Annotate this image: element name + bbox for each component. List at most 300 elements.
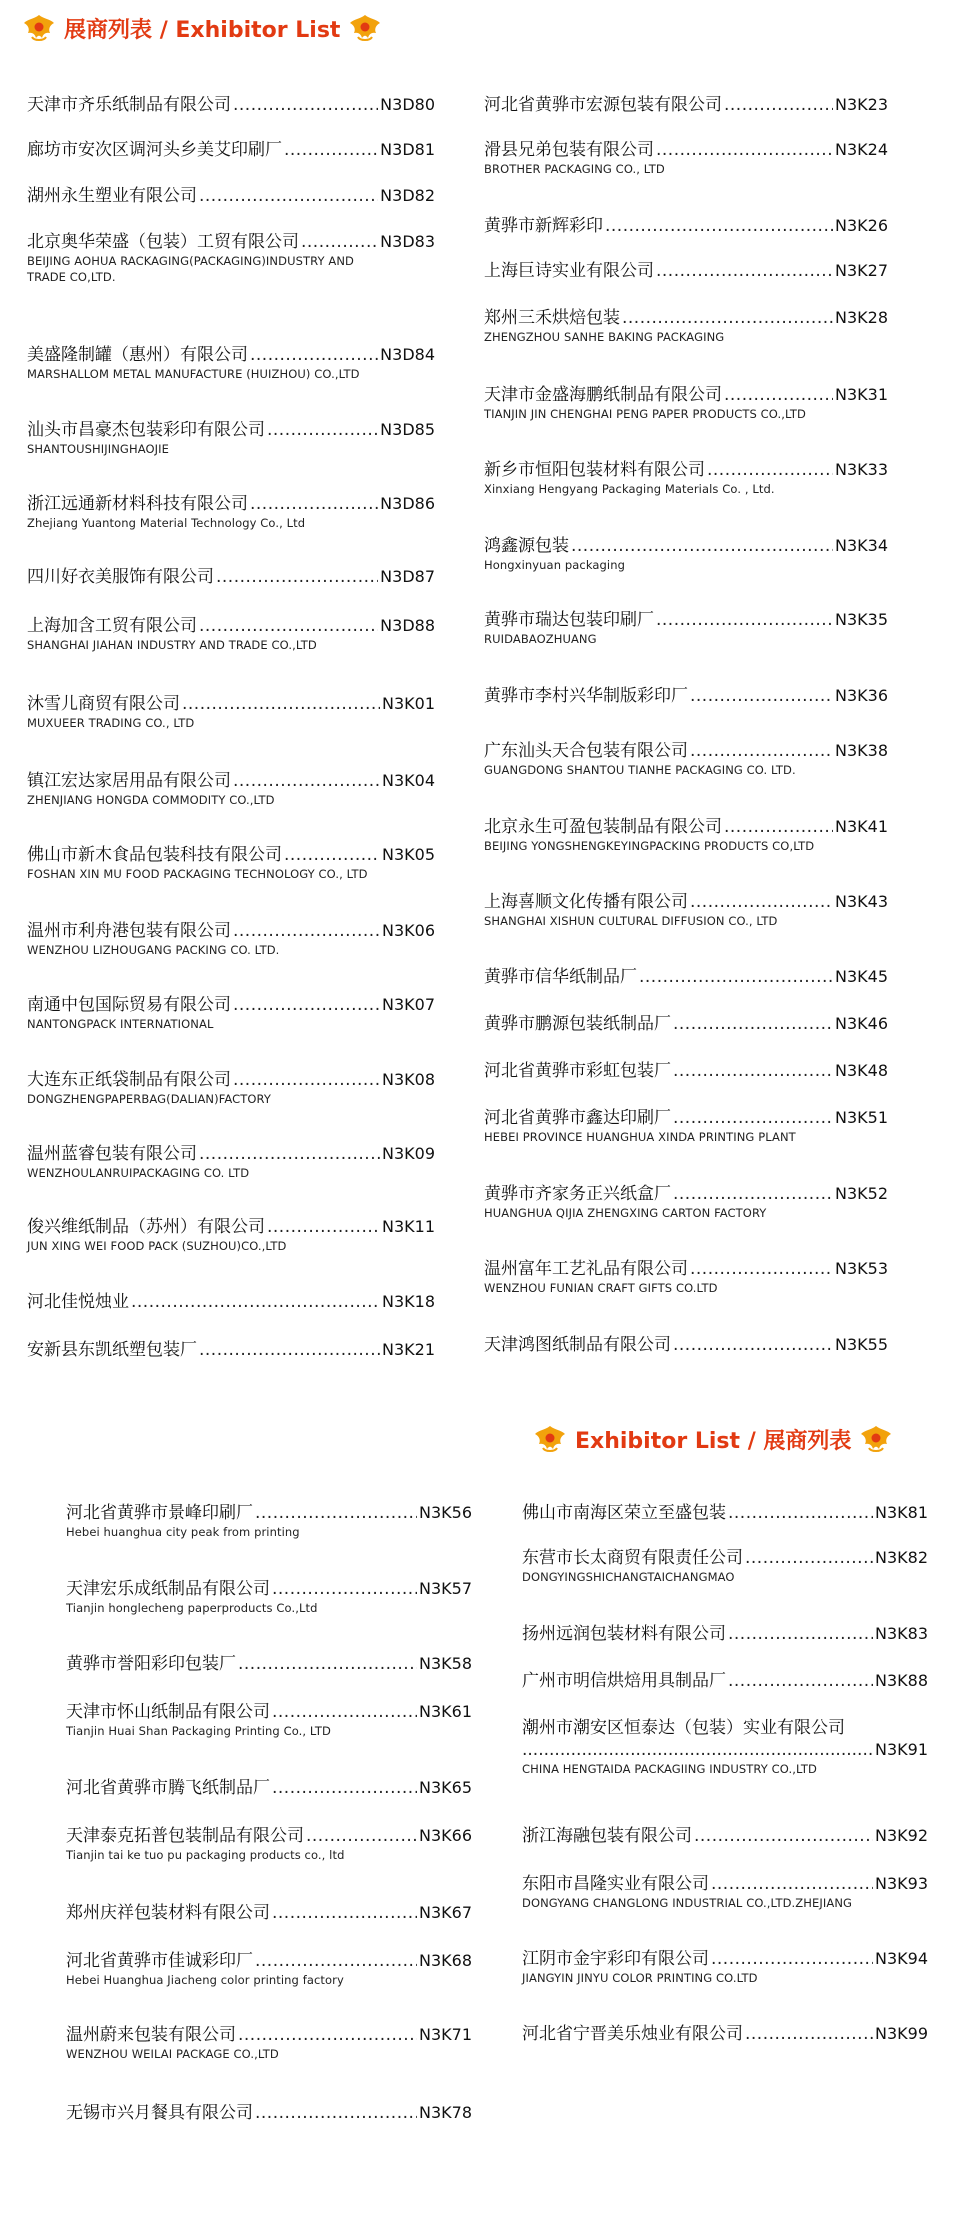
exhibitor-line [484, 139, 888, 161]
exhibitor-entry [484, 740, 888, 778]
exhibitor-line [484, 966, 888, 988]
booth-code: N3K23 [835, 95, 888, 114]
booth-code: N3K68 [419, 1951, 472, 1970]
exhibitor-name-cn: 扬州远润包装材料有限公司 [522, 1624, 726, 1644]
title-separator: / [747, 1428, 756, 1454]
exhibitor-name-cn: 东阳市昌隆实业有限公司 [522, 1874, 709, 1894]
booth-code: N3K99 [875, 2024, 928, 2043]
exhibitor-entry [484, 609, 888, 647]
booth-code: N3K88 [875, 1671, 928, 1690]
exhibitor-entry [484, 139, 888, 177]
dot-leader [182, 693, 380, 715]
exhibitor-line [522, 1670, 928, 1692]
exhibitor-entry [27, 1143, 435, 1181]
exhibitor-name-cn: 河北省黄骅市宏源包装有限公司 [484, 95, 722, 115]
page-title [64, 13, 340, 44]
exhibitor-line [27, 1069, 435, 1091]
exhibitor-line [27, 139, 435, 161]
exhibitor-name-en: RUIDABAOZHUANG [484, 632, 597, 646]
dot-leader [272, 1701, 417, 1723]
exhibitor-line [27, 493, 435, 515]
exhibitor-entry [27, 1069, 435, 1107]
exhibitor-entry [484, 1258, 888, 1296]
exhibitor-entry [27, 615, 435, 653]
dot-leader [656, 260, 833, 282]
exhibitor-name-en: DONGYINGSHICHANGTAICHANGMAO [522, 1570, 735, 1584]
exhibitor-name-cn: 汕头市昌豪杰包装彩印有限公司 [27, 420, 265, 440]
exhibitor-entry [484, 459, 888, 497]
exhibitor-entry [66, 1950, 472, 1988]
booth-code: N3K71 [419, 2025, 472, 2044]
exhibitor-name-cn: 郑州庆祥包装材料有限公司 [66, 1903, 270, 1923]
dot-leader [233, 770, 380, 792]
exhibitor-dotline [522, 1739, 928, 1761]
exhibitor-entry [522, 1717, 928, 1777]
dot-leader [255, 1502, 417, 1524]
exhibitor-name-cn: 美盛隆制罐（惠州）有限公司 [27, 345, 248, 365]
exhibitor-name-en: ZHENJIANG HONGDA COMMODITY CO.,LTD [27, 793, 275, 807]
dot-leader [255, 1950, 417, 1972]
booth-code: N3D82 [380, 186, 435, 205]
exhibitor-entry [522, 1948, 928, 1986]
booth-code: N3D86 [380, 494, 435, 513]
ornament-icon [859, 1424, 893, 1454]
exhibitor-entry [522, 1825, 928, 1847]
booth-code: N3D87 [380, 567, 435, 586]
exhibitor-name-cn: 黄骅市齐家务正兴纸盒厂 [484, 1184, 671, 1204]
exhibitor-name-en: DONGYANG CHANGLONG INDUSTRIAL CO.,LTD.ZHEJIANG [522, 1896, 853, 1910]
exhibitor-entry [484, 215, 888, 237]
header-top [22, 8, 382, 48]
dot-leader [605, 215, 833, 237]
booth-code: N3K55 [835, 1335, 888, 1354]
dot-leader [728, 1502, 873, 1524]
exhibitor-line [27, 1143, 435, 1165]
title-cn: 展商列表 [64, 17, 153, 43]
exhibitor-line [484, 1013, 888, 1035]
exhibitor-line [27, 920, 435, 942]
exhibitor-name-en: Xinxiang Hengyang Packaging Materials Co. , Ltd. [484, 482, 775, 496]
exhibitor-line [522, 1623, 928, 1645]
exhibitor-name-cn: 湖州永生塑业有限公司 [27, 186, 197, 206]
exhibitor-line [27, 344, 435, 366]
booth-code: N3K01 [382, 694, 435, 713]
exhibitor-entry [484, 891, 888, 929]
exhibitor-name-en: WENZHOULANRUIPACKAGING CO. LTD [27, 1166, 250, 1180]
exhibitor-line [66, 1701, 472, 1723]
booth-code: N3K83 [875, 1624, 928, 1643]
exhibitor-entry [66, 1825, 472, 1863]
exhibitor-line [522, 1547, 928, 1569]
dot-leader [745, 2023, 873, 2045]
exhibitor-line [484, 891, 888, 913]
exhibitor-line [27, 844, 435, 866]
exhibitor-entry [522, 2023, 928, 2045]
exhibitor-name-cn: 江阴市金宇彩印有限公司 [522, 1949, 709, 1969]
exhibitor-line [522, 1502, 928, 1524]
dot-leader [622, 307, 833, 329]
exhibitor-name-cn: 廊坊市安次区调河头乡美艾印刷厂 [27, 140, 282, 160]
exhibitor-entry [27, 566, 435, 588]
booth-code: N3K51 [835, 1108, 888, 1127]
dot-leader [690, 740, 833, 762]
dot-leader [233, 920, 380, 942]
dot-leader [255, 2102, 417, 2124]
exhibitor-line [27, 1216, 435, 1238]
dot-leader [199, 615, 378, 637]
exhibitor-entry [66, 2024, 472, 2062]
exhibitor-name-en: NANTONGPACK INTERNATIONAL [27, 1017, 214, 1031]
booth-code: N3K28 [835, 308, 888, 327]
exhibitor-entry [66, 1502, 472, 1540]
exhibitor-line [484, 1060, 888, 1082]
exhibitor-entry [66, 1777, 472, 1799]
exhibitor-line [27, 693, 435, 715]
exhibitor-name-cn: 四川好衣美服饰有限公司 [27, 567, 214, 587]
exhibitor-name-cn: 温州蔚来包装有限公司 [66, 2025, 236, 2045]
exhibitor-line [66, 1777, 472, 1799]
booth-code: N3K07 [382, 995, 435, 1014]
dot-leader [745, 1547, 873, 1569]
booth-code: N3K11 [382, 1217, 435, 1236]
exhibitor-name-cn: 上海巨诗实业有限公司 [484, 261, 654, 281]
dot-leader [233, 94, 378, 116]
exhibitor-line [27, 231, 435, 253]
exhibitor-line [522, 1825, 928, 1847]
exhibitor-name-cn: 温州蓝睿包装有限公司 [27, 1144, 197, 1164]
dot-leader [199, 1339, 380, 1361]
exhibitor-entry [66, 1902, 472, 1924]
exhibitor-entry [66, 1653, 472, 1675]
exhibitor-name-cn: 潮州市潮安区恒泰达（包装）实业有限公司 [522, 1718, 845, 1738]
exhibitor-line [484, 260, 888, 282]
exhibitor-name-cn: 南通中包国际贸易有限公司 [27, 995, 231, 1015]
exhibitor-name-cn: 黄骅市信华纸制品厂 [484, 967, 637, 987]
booth-code: N3D81 [380, 140, 435, 159]
exhibitor-line [66, 1825, 472, 1847]
exhibitor-name-en: WENZHOU LIZHOUGANG PACKING CO. LTD. [27, 943, 280, 957]
exhibitor-entry [27, 94, 435, 116]
dot-leader [694, 1825, 873, 1847]
exhibitor-name-en: HEBEI PROVINCE HUANGHUA XINDA PRINTING PLANT [484, 1130, 796, 1144]
booth-code: N3K94 [875, 1949, 928, 1968]
exhibitor-entry [66, 2102, 472, 2124]
exhibitor-name-cn: 佛山市南海区荣立至盛包装 [522, 1503, 726, 1523]
exhibitor-name-en: FOSHAN XIN MU FOOD PACKAGING TECHNOLOGY CO., LTD [27, 867, 368, 881]
booth-code: N3K78 [419, 2103, 472, 2122]
booth-code: N3K05 [382, 845, 435, 864]
exhibitor-name-cn: 河北省黄骅市彩虹包装厂 [484, 1061, 671, 1081]
exhibitor-entry [66, 1701, 472, 1739]
exhibitor-name-en: Tianjin honglecheng paperproducts Co.,Ltd [66, 1601, 318, 1615]
exhibitor-name-cn: 大连东正纸袋制品有限公司 [27, 1070, 231, 1090]
exhibitor-name-cn: 黄骅市李村兴华制版彩印厂 [484, 686, 688, 706]
dot-leader [301, 231, 378, 253]
booth-code: N3K27 [835, 261, 888, 280]
booth-code: N3K53 [835, 1259, 888, 1278]
dot-leader [690, 685, 833, 707]
exhibitor-line [66, 2024, 472, 2046]
dot-leader [673, 1334, 833, 1356]
exhibitor-line [27, 94, 435, 116]
dot-leader [267, 1216, 380, 1238]
exhibitor-line [27, 770, 435, 792]
booth-code: N3D85 [380, 420, 435, 439]
booth-code: N3K56 [419, 1503, 472, 1522]
booth-code: N3K82 [875, 1548, 928, 1567]
exhibitor-entry [27, 185, 435, 207]
exhibitor-name-cn: 天津市金盛海鹏纸制品有限公司 [484, 385, 722, 405]
exhibitor-name-cn: 天津泰克拓普包装制品有限公司 [66, 1826, 304, 1846]
exhibitor-entry [27, 419, 435, 457]
dot-leader [656, 609, 833, 631]
dot-leader [724, 816, 833, 838]
exhibitor-entry [27, 994, 435, 1032]
booth-code: N3K38 [835, 741, 888, 760]
dot-leader [233, 994, 380, 1016]
exhibitor-line [484, 94, 888, 116]
dot-leader [724, 384, 833, 406]
exhibitor-name-cn: 黄骅市鹏源包装纸制品厂 [484, 1014, 671, 1034]
exhibitor-name-cn: 郑州三禾烘焙包装 [484, 308, 620, 328]
exhibitor-name-cn: 温州富年工艺礼品有限公司 [484, 1259, 688, 1279]
booth-code: N3K09 [382, 1144, 435, 1163]
exhibitor-name-cn: 东营市长太商贸有限责任公司 [522, 1548, 743, 1568]
exhibitor-entry [27, 920, 435, 958]
exhibitor-name-en: HUANGHUA QIJIA ZHENGXING CARTON FACTORY [484, 1206, 767, 1220]
exhibitor-entry [27, 231, 435, 285]
exhibitor-name-cn: 上海喜顺文化传播有限公司 [484, 892, 688, 912]
exhibitor-name-en: JIANGYIN JINYU COLOR PRINTING CO.LTD [522, 1971, 758, 1985]
exhibitor-line [484, 740, 888, 762]
booth-code: N3K66 [419, 1826, 472, 1845]
exhibitor-line [522, 1948, 928, 1970]
exhibitor-entry [27, 1216, 435, 1254]
exhibitor-entry [522, 1670, 928, 1692]
exhibitor-name-cn: 安新县东凯纸塑包装厂 [27, 1340, 197, 1360]
dot-leader [656, 139, 833, 161]
exhibitor-name-cn: 广东汕头天合包装有限公司 [484, 741, 688, 761]
dot-leader [131, 1291, 380, 1313]
exhibitor-name-cn: 天津市齐乐纸制品有限公司 [27, 95, 231, 115]
exhibitor-name-cn: 北京奥华荣盛（包装）工贸有限公司 [27, 232, 299, 252]
booth-code: N3K18 [382, 1292, 435, 1311]
dot-leader [690, 891, 833, 913]
title-en: Exhibitor List [575, 1428, 741, 1454]
exhibitor-line [66, 1578, 472, 1600]
title-separator: / [159, 17, 168, 43]
exhibitor-line [484, 1334, 888, 1356]
booth-code: N3K24 [835, 140, 888, 159]
exhibitor-name-cn: 河北省黄骅市景峰印刷厂 [66, 1503, 253, 1523]
booth-code: N3K92 [875, 1826, 928, 1845]
exhibitor-line [27, 185, 435, 207]
exhibitor-entry [27, 693, 435, 731]
exhibitor-name-cn: 沐雪儿商贸有限公司 [27, 694, 180, 714]
exhibitor-name-en: WENZHOU WEILAI PACKAGE CO.,LTD [66, 2047, 279, 2061]
exhibitor-name-en: Zhejiang Yuantong Material Technology Co., Ltd [27, 516, 306, 530]
exhibitor-line [27, 566, 435, 588]
exhibitor-name-cn: 河北省黄骅市鑫达印刷厂 [484, 1108, 671, 1128]
exhibitor-entry [484, 1107, 888, 1145]
exhibitor-name-cn: 浙江海融包装有限公司 [522, 1826, 692, 1846]
booth-code: N3K58 [419, 1654, 472, 1673]
exhibitor-name-en: Hebei huanghua city peak from printing [66, 1525, 300, 1539]
exhibitor-name-cn: 黄骅市瑞达包装印刷厂 [484, 610, 654, 630]
exhibitor-name-cn: 上海加含工贸有限公司 [27, 616, 197, 636]
dot-leader [272, 1902, 417, 1924]
exhibitor-line [484, 1258, 888, 1280]
dot-leader [522, 1739, 875, 1761]
exhibitor-entry [484, 966, 888, 988]
exhibitor-line [484, 1183, 888, 1205]
title-en: Exhibitor List [175, 17, 341, 43]
exhibitor-name-cn: 天津宏乐成纸制品有限公司 [66, 1579, 270, 1599]
exhibitor-name-cn: 河北省宁晋美乐烛业有限公司 [522, 2024, 743, 2044]
booth-code: N3D83 [380, 232, 435, 251]
dot-leader [284, 844, 380, 866]
exhibitor-entry [484, 1183, 888, 1221]
dot-leader [250, 493, 378, 515]
exhibitor-name-en: MUXUEER TRADING CO., LTD [27, 716, 195, 730]
dot-leader [272, 1777, 417, 1799]
booth-code: N3K06 [382, 921, 435, 940]
exhibitor-name-cn: 温州市利舟港包装有限公司 [27, 921, 231, 941]
dot-leader [673, 1183, 833, 1205]
exhibitor-name-en: CHINA HENGTAIDA PACKAGIING INDUSTRY CO.,LTD [522, 1762, 817, 1776]
exhibitor-line [522, 2023, 928, 2045]
exhibitor-line [484, 535, 888, 557]
exhibitor-entry [484, 1334, 888, 1356]
exhibitor-line [484, 215, 888, 237]
exhibitor-entry [522, 1547, 928, 1585]
dot-leader [216, 566, 378, 588]
booth-code: N3K08 [382, 1070, 435, 1089]
exhibitor-name-cn: 黄骅市誉阳彩印包装厂 [66, 1654, 236, 1674]
exhibitor-line [66, 2102, 472, 2124]
exhibitor-name-en: Tianjin Huai Shan Packaging Printing Co., LTD [66, 1724, 331, 1738]
exhibitor-name-cn: 黄骅市新辉彩印 [484, 216, 603, 236]
dot-leader [728, 1670, 873, 1692]
booth-code: N3K81 [875, 1503, 928, 1522]
booth-code: N3K57 [419, 1579, 472, 1598]
exhibitor-line [484, 1107, 888, 1129]
exhibitor-name-cn: 浙江远通新材料科技有限公司 [27, 494, 248, 514]
exhibitor-name-cn: 河北佳悦烛业 [27, 1292, 129, 1312]
exhibitor-line [484, 459, 888, 481]
booth-code: N3K34 [835, 536, 888, 555]
exhibitor-line [484, 685, 888, 707]
exhibitor-entry [484, 94, 888, 116]
booth-code: N3K52 [835, 1184, 888, 1203]
booth-code: N3K41 [835, 817, 888, 836]
booth-code: N3K61 [419, 1702, 472, 1721]
exhibitor-name-en: SHANGHAI JIAHAN INDUSTRY AND TRADE CO.,LTD [27, 638, 317, 652]
exhibitor-name-cn: 佛山市新木食品包装科技有限公司 [27, 845, 282, 865]
exhibitor-name-cn: 镇江宏达家居用品有限公司 [27, 771, 231, 791]
exhibitor-entry [27, 344, 435, 382]
exhibitor-line [66, 1653, 472, 1675]
exhibitor-line [484, 609, 888, 631]
exhibitor-name-en: Hongxinyuan packaging [484, 558, 626, 572]
booth-code: N3K31 [835, 385, 888, 404]
dot-leader [306, 1825, 417, 1847]
dot-leader [238, 2024, 417, 2046]
dot-leader [272, 1578, 417, 1600]
exhibitor-line [66, 1502, 472, 1524]
dot-leader [707, 459, 833, 481]
booth-code: N3K45 [835, 967, 888, 986]
exhibitor-entry [27, 139, 435, 161]
exhibitor-name-en: ZHENGZHOU SANHE BAKING PACKAGING [484, 330, 725, 344]
dot-leader [284, 139, 378, 161]
exhibitor-line [27, 1339, 435, 1361]
dot-leader [724, 94, 833, 116]
exhibitor-name-en: BEIJING YONGSHENGKEYINGPACKING PRODUCTS CO,LTD [484, 839, 815, 853]
exhibitor-line [484, 816, 888, 838]
exhibitor-name-cn: 广州市明信烘焙用具制品厂 [522, 1671, 726, 1691]
exhibitor-name-cn: 北京永生可盈包装制品有限公司 [484, 817, 722, 837]
exhibitor-line [484, 384, 888, 406]
dot-leader [571, 535, 833, 557]
dot-leader [233, 1069, 380, 1091]
exhibitor-name-cn: 无锡市兴月餐具有限公司 [66, 2103, 253, 2123]
booth-code: N3K21 [382, 1340, 435, 1359]
booth-code: N3K93 [875, 1874, 928, 1893]
exhibitor-entry [522, 1623, 928, 1645]
exhibitor-entry [522, 1873, 928, 1911]
exhibitor-entry [484, 535, 888, 573]
exhibitor-line [27, 994, 435, 1016]
exhibitor-name-en: Tianjin tai ke tuo pu packaging products co., ltd [66, 1848, 345, 1862]
booth-code: N3K48 [835, 1061, 888, 1080]
exhibitor-name-en: DONGZHENGPAPERBAG(DALIAN)FACTORY [27, 1092, 272, 1106]
booth-code: N3K35 [835, 610, 888, 629]
exhibitor-line [27, 1291, 435, 1313]
exhibitor-entry [27, 1339, 435, 1361]
exhibitor-name-en: BEIJING AOHUA RACKAGING(PACKAGING)INDUSTRY AND [27, 254, 354, 268]
exhibitor-entry [484, 384, 888, 422]
exhibitor-name-en: BROTHER PACKAGING CO., LTD [484, 162, 665, 176]
booth-code: N3D84 [380, 345, 435, 364]
ornament-icon [348, 13, 382, 43]
dot-leader [673, 1107, 833, 1129]
dot-leader [267, 419, 378, 441]
exhibitor-name-cn: 滑县兄弟包装有限公司 [484, 140, 654, 160]
exhibitor-entry [66, 1578, 472, 1616]
booth-code: N3D88 [380, 616, 435, 635]
exhibitor-entry [27, 844, 435, 882]
exhibitor-line [27, 419, 435, 441]
section-title [575, 1424, 851, 1455]
exhibitor-name-en-cont: TRADE CO,LTD. [27, 270, 116, 284]
dot-leader [639, 966, 833, 988]
exhibitor-name-cn: 鸿鑫源包装 [484, 536, 569, 556]
booth-code: N3K26 [835, 216, 888, 235]
exhibitor-entry [27, 1291, 435, 1313]
exhibitor-name-en: Hebei Huanghua Jiacheng color printing factory [66, 1973, 344, 1987]
booth-code: N3K36 [835, 686, 888, 705]
booth-code: N3K43 [835, 892, 888, 911]
exhibitor-line [522, 1873, 928, 1895]
exhibitor-entry [484, 1060, 888, 1082]
exhibitor-line [27, 615, 435, 637]
booth-code: N3K46 [835, 1014, 888, 1033]
dot-leader [199, 185, 378, 207]
dot-leader [673, 1013, 833, 1035]
exhibitor-line [66, 1902, 472, 1924]
booth-code: N3D80 [380, 95, 435, 114]
